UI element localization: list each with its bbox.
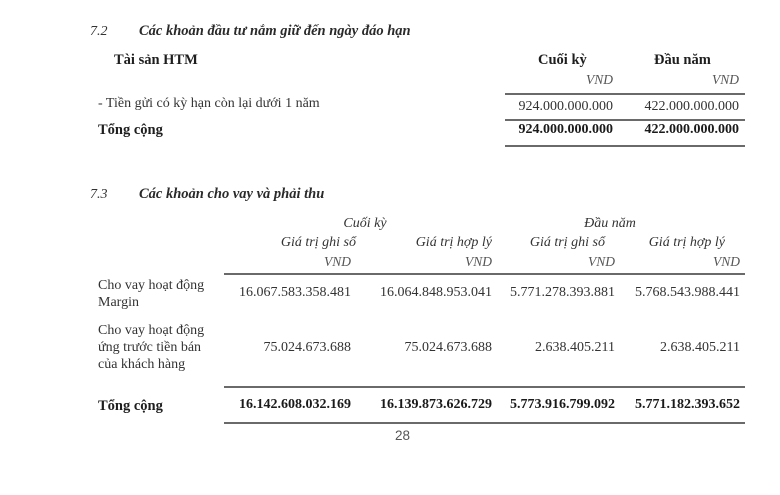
- total-label: Tổng cộng: [98, 398, 163, 414]
- value-cell: 5.771.278.393.881: [510, 285, 615, 300]
- row-header: Tài sản HTM: [114, 52, 198, 68]
- value-cell: 16.064.848.953.041: [380, 285, 492, 300]
- section-title: Các khoản đầu tư nắm giữ đến ngày đáo hạn: [139, 23, 411, 39]
- group-header-dau-nam: Đầu năm: [584, 216, 636, 231]
- row-label-line: ứng trước tiền bán: [98, 340, 202, 355]
- column-header: Giá trị ghi sổ: [529, 235, 605, 250]
- row-label-line: Margin: [98, 295, 139, 310]
- value-cell: 2.638.405.211: [535, 340, 615, 355]
- page-number: 28: [395, 428, 411, 443]
- total-value: 16.142.608.032.169: [239, 397, 351, 412]
- unit-label: VND: [712, 72, 739, 87]
- value-cell: 75.024.673.688: [263, 340, 351, 355]
- value-cell: 924.000.000.000: [518, 99, 613, 114]
- value-cell: 16.067.583.358.481: [239, 285, 351, 300]
- section-number: 7.3: [90, 187, 108, 202]
- row-label: [98, 277, 204, 311]
- section-number: 7.2: [90, 24, 108, 39]
- total-value: 422.000.000.000: [644, 122, 739, 137]
- value-cell: 422.000.000.000: [644, 99, 739, 114]
- unit-label: VND: [324, 254, 351, 269]
- total-value: 924.000.000.000: [518, 122, 613, 137]
- column-header-dau-nam: Đầu năm: [654, 52, 711, 68]
- total-value: 5.771.182.393.652: [635, 397, 740, 412]
- unit-label: VND: [713, 254, 740, 269]
- unit-label: VND: [586, 72, 613, 87]
- row-label-line: của khách hàng: [98, 357, 186, 372]
- table-rule: [224, 386, 745, 388]
- row-label-line: Cho vay hoạt động: [98, 278, 205, 293]
- value-cell: 5.768.543.988.441: [635, 285, 740, 300]
- total-value: 5.773.916.799.092: [510, 397, 615, 412]
- section-title: Các khoản cho vay và phải thu: [139, 186, 325, 202]
- unit-label: VND: [465, 254, 492, 269]
- column-header-cuoi-ky: Cuối kỳ: [538, 52, 587, 68]
- table-rule: [505, 93, 745, 95]
- table-rule: [224, 273, 745, 275]
- column-header: Giá trị hợp lý: [415, 235, 492, 250]
- group-header-cuoi-ky: Cuối kỳ: [343, 216, 387, 231]
- total-value: 16.139.873.626.729: [380, 397, 492, 412]
- table-rule: [505, 119, 745, 121]
- unit-label: VND: [588, 254, 615, 269]
- total-label: Tổng cộng: [98, 122, 163, 138]
- value-cell: 2.638.405.211: [660, 340, 740, 355]
- table-rule: [224, 422, 745, 424]
- row-label: - Tiền gửi có kỳ hạn còn lại dưới 1 năm: [98, 96, 320, 111]
- value-cell: 75.024.673.688: [404, 340, 492, 355]
- column-header: Giá trị ghi sổ: [280, 235, 356, 250]
- row-label-line: Cho vay hoạt động: [98, 323, 205, 338]
- row-label: [98, 322, 204, 373]
- column-header: Giá trị hợp lý: [648, 235, 725, 250]
- table-rule: [505, 145, 745, 147]
